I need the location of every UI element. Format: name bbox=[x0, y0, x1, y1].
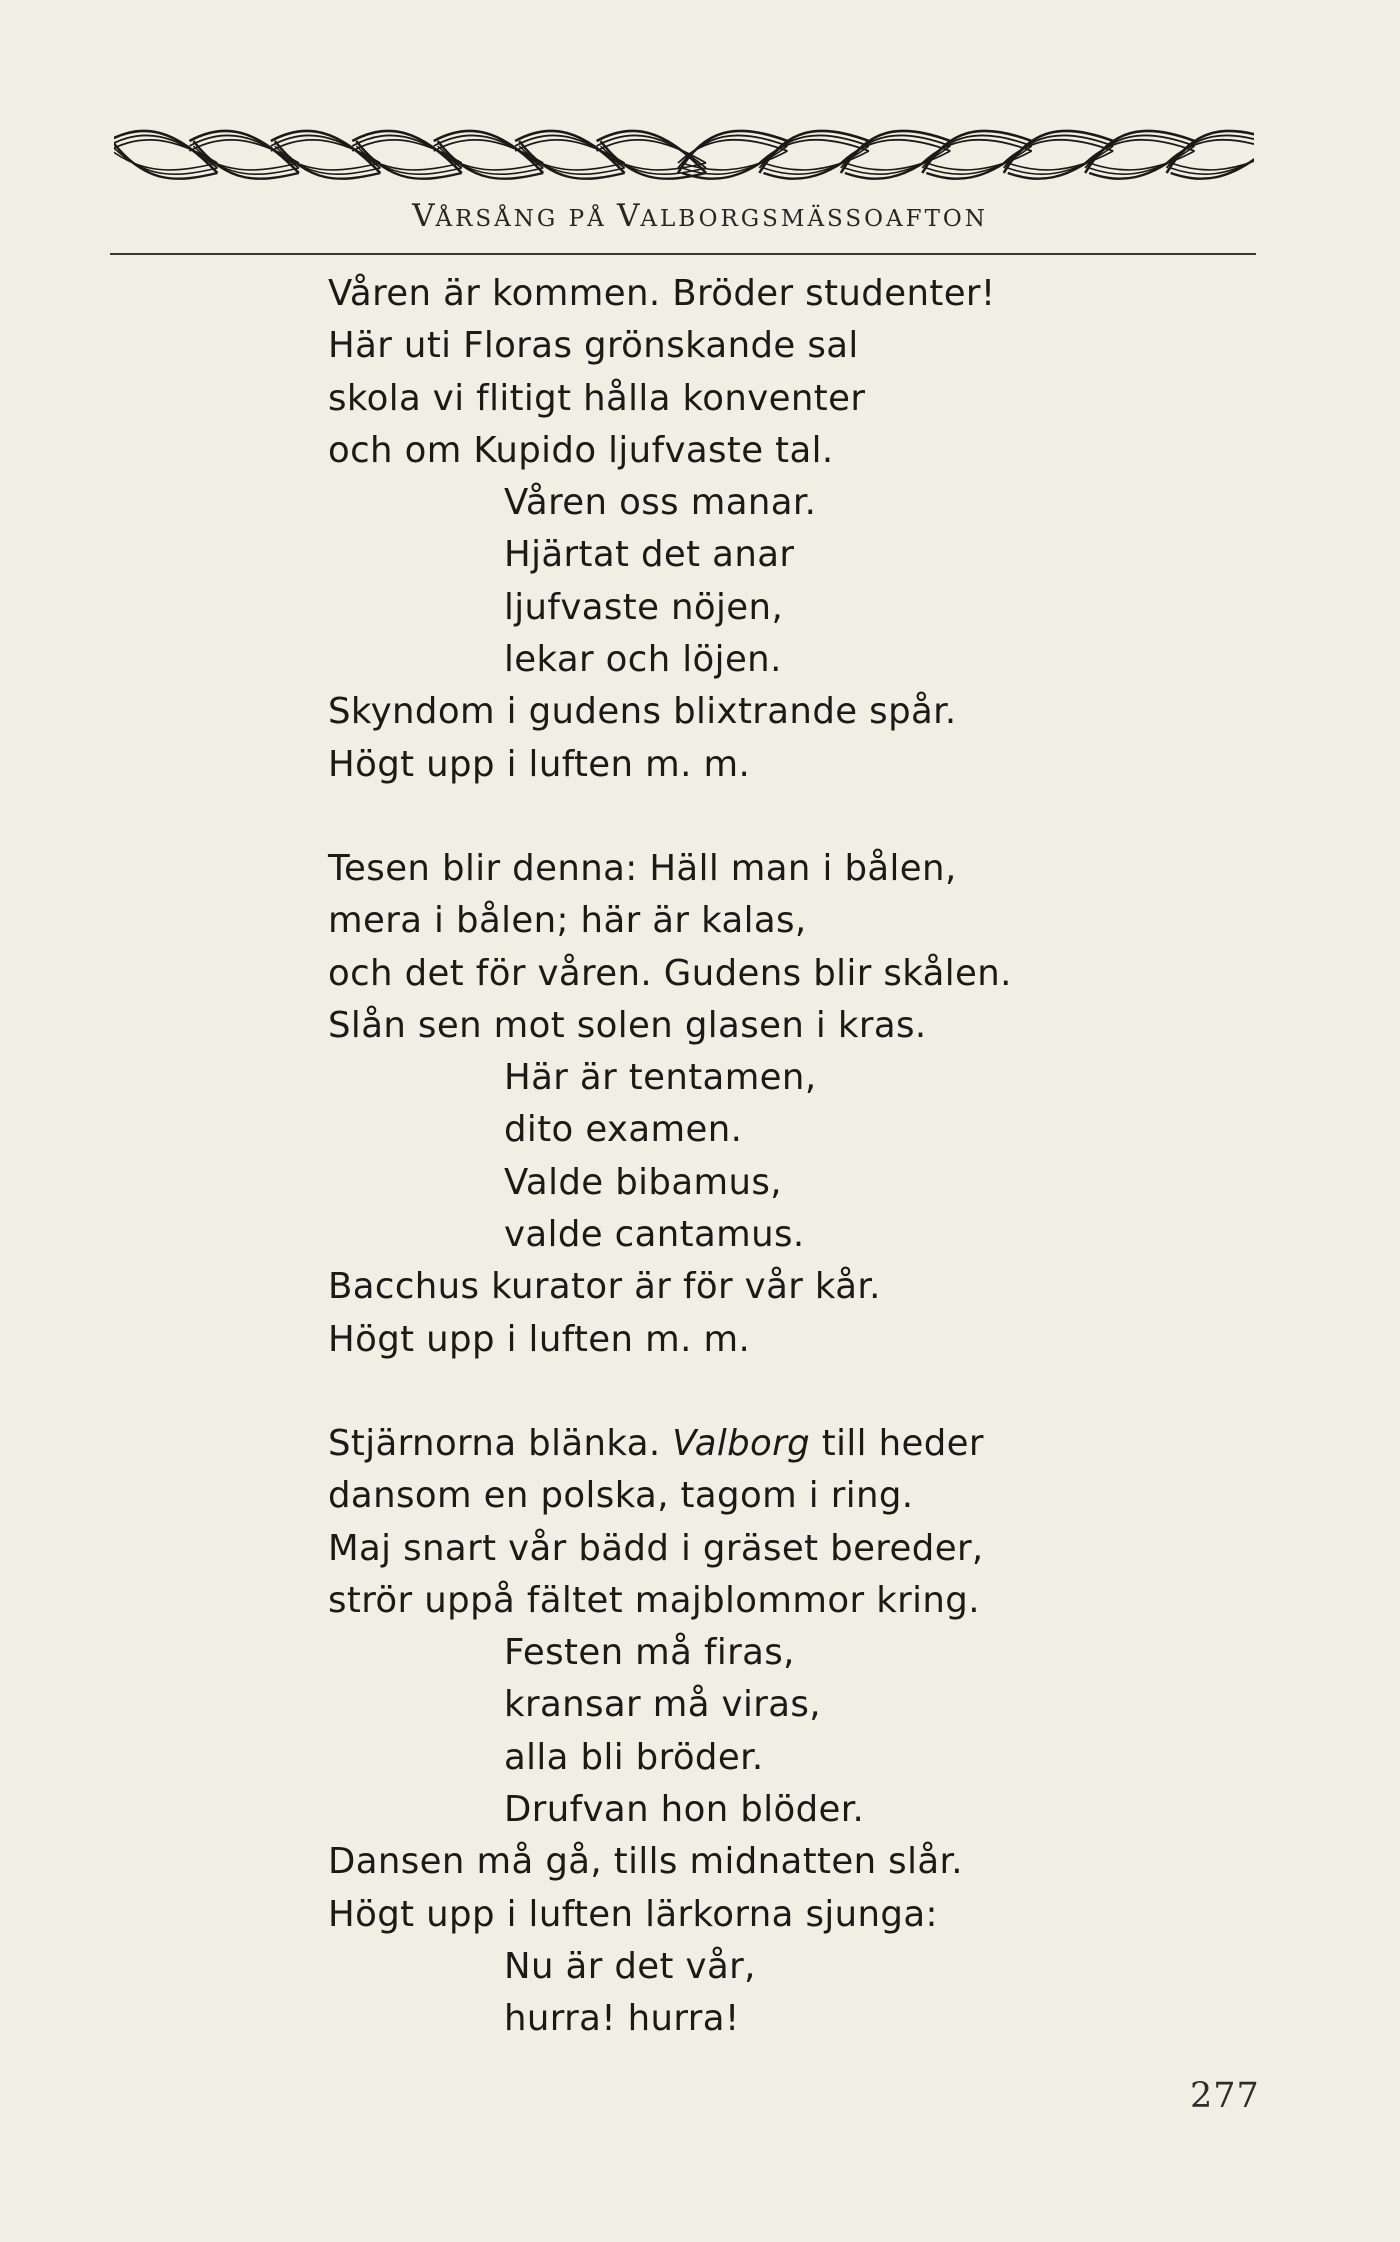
running-head-part: V bbox=[412, 198, 436, 234]
poem-line: Här uti Floras grönskande sal bbox=[328, 325, 859, 367]
poem-line: hurra! hurra! bbox=[504, 1998, 740, 2040]
stanza bbox=[328, 1418, 1268, 2046]
poem-line: Tesen blir denna: Häll man i bålen, bbox=[328, 847, 957, 889]
poem-line: Nu är det vår, bbox=[504, 1945, 756, 1987]
ornament-strand bbox=[1167, 140, 1254, 163]
running-head-part: V bbox=[616, 198, 641, 234]
poem-line: kransar må viras, bbox=[504, 1684, 821, 1726]
poem-line: Högt upp i luften m. m. bbox=[328, 1318, 751, 1360]
poem-line: och om Kupido ljufvaste tal. bbox=[328, 429, 834, 471]
page-number: 277 bbox=[1190, 2076, 1260, 2116]
braided-ornament-border bbox=[114, 118, 1254, 192]
running-head-part: ÅRSÅNG PÅ bbox=[435, 206, 617, 232]
italic-name: Valborg bbox=[672, 1422, 811, 1464]
poem-line: Skyndom i gudens blixtrande spår. bbox=[328, 691, 957, 733]
poem-line: Slån sen mot solen glasen i kras. bbox=[328, 1004, 927, 1046]
header-rule bbox=[110, 253, 1256, 255]
poem-line: Maj snart vår bädd i gräset bereder, bbox=[328, 1527, 984, 1569]
poem-line: valde cantamus. bbox=[504, 1214, 805, 1256]
poem-line: Dansen må gå, tills midnatten slår. bbox=[328, 1841, 963, 1883]
poem-line: skola vi flitigt hålla konventer bbox=[328, 377, 866, 419]
poem-line: Drufvan hon blöder. bbox=[504, 1789, 865, 1831]
stanza bbox=[328, 843, 1268, 1366]
poem-line: Festen må firas, bbox=[504, 1632, 795, 1674]
poem-line: Hjärtat det anar bbox=[504, 534, 795, 576]
poem-line: Stjärnorna blänka. Valborg till heder bbox=[328, 1422, 984, 1464]
poem-line: alla bli bröder. bbox=[504, 1736, 764, 1778]
poem-line: ljufvaste nöjen, bbox=[504, 586, 784, 628]
poem-line: Högt upp i luften m. m. bbox=[328, 743, 751, 785]
poem-line: dansom en polska, tagom i ring. bbox=[328, 1475, 914, 1517]
poem bbox=[328, 268, 1268, 2046]
poem-line: Här är tentamen, bbox=[504, 1057, 817, 1099]
poem-line: och det för våren. Gudens blir skålen. bbox=[328, 952, 1012, 994]
poem-line: Högt upp i luften lärkorna sjunga: bbox=[328, 1893, 938, 1935]
running-head-part: ALBORGSMÄSSOAFTON bbox=[640, 206, 988, 232]
stanza bbox=[328, 268, 1268, 791]
poem-line: dito examen. bbox=[504, 1109, 743, 1151]
poem-line: Bacchus kurator är för vår kår. bbox=[328, 1266, 881, 1308]
running-head bbox=[0, 198, 1400, 234]
poem-line: mera i bålen; här är kalas, bbox=[328, 900, 807, 942]
poem-line: Våren är kommen. Bröder studenter! bbox=[328, 273, 996, 314]
poem-line: Valde bibamus, bbox=[504, 1161, 782, 1203]
poem-line: Våren oss manar. bbox=[504, 482, 817, 524]
poem-line: lekar och löjen. bbox=[504, 639, 782, 681]
poem-line: strör uppå fältet majblommor kring. bbox=[328, 1579, 980, 1621]
